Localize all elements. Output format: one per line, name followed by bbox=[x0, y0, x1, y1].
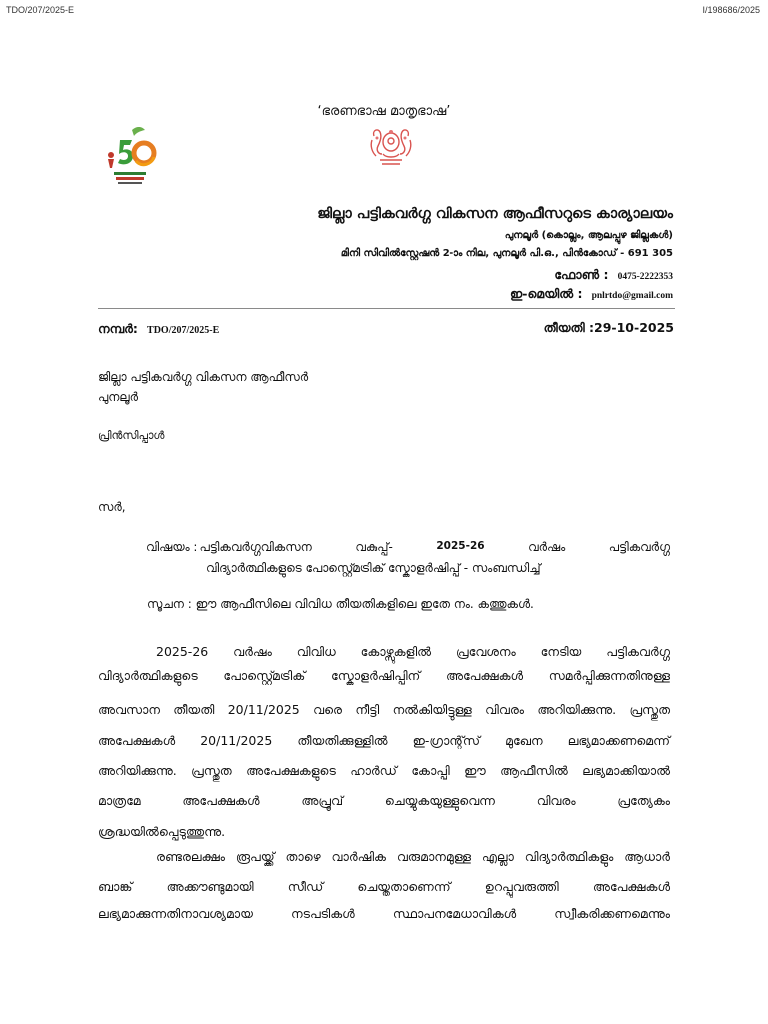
subject-word: വർഷം bbox=[528, 540, 566, 554]
paragraph-1-line: അപേക്ഷകൾ 20/11/2025 തീയതിക്കുള്ളിൽ ഇ-ഗ്രാന്റ്സ് മുഖേന ലഭ്യമാക്കണമെന്ന് bbox=[98, 733, 670, 748]
motto: ‘ഭരണഭാഷ മാതൃഭാഷ’ bbox=[317, 104, 451, 119]
letter-date bbox=[544, 317, 674, 336]
reference: സൂചന : ഈ ആഫീസിലെ വിവിധ തീയതികളിലെ ഇതേ നം. കത്തുകൾ. bbox=[147, 597, 534, 611]
number-value: TDO/207/2025-E bbox=[147, 325, 220, 336]
letter-number bbox=[98, 318, 219, 337]
phone-number: 0475-2222353 bbox=[617, 272, 673, 282]
subject-line-1 bbox=[146, 540, 670, 555]
paragraph-1-line: ശ്രദ്ധയിൽപ്പെടുത്തുന്നു. bbox=[98, 824, 226, 839]
subject-word: 2025-26 bbox=[436, 540, 485, 552]
recipient: പ്രിൻസിപ്പാൾ bbox=[98, 429, 165, 442]
office-location: പുനലൂർ (കൊല്ലം, ആലപ്പുഴ ജില്ലകൾ) bbox=[504, 230, 673, 241]
paragraph-1-line: 2025-26 വർഷം വിവിധ കോഴ്സുകളിൽ പ്രവേശനം നേടിയ പട്ടികവർഗ്ഗ bbox=[156, 644, 670, 659]
from-line-1: ജില്ലാ പട്ടികവർഗ്ഗ വികസന ആഫീസർ bbox=[98, 370, 309, 384]
paragraph-1-line: അറിയിക്കുന്നു. പ്രസ്തുത അപേക്ഷകളുടെ ഹാർഡ് കോപ്പി ഈ ആഫീസിൽ ലഭ്യമാക്കിയാൽ bbox=[98, 763, 670, 778]
paragraph-1-line: മാത്രമേ അപേക്ഷകൾ അപ്രൂവ് ചെയ്യുകയുള്ളുവെന്ന വിവരം പ്രത്യേകം bbox=[98, 793, 670, 808]
email-address: pnlrtdo@gmail.com bbox=[591, 291, 673, 301]
salutation: സർ, bbox=[98, 500, 126, 514]
from-line-2: പുനലൂർ bbox=[98, 390, 139, 404]
page-header-file-number: I/198686/2025 bbox=[702, 5, 760, 15]
office-email bbox=[510, 283, 673, 302]
subject-label: വിഷയം : bbox=[146, 540, 198, 554]
date-label: തീയതി : bbox=[543, 320, 595, 335]
office-name: ജില്ലാ പട്ടികവർഗ്ഗ വികസന ആഫീസറുടെ കാര്യാലയം bbox=[317, 206, 673, 222]
office-phone bbox=[554, 264, 673, 283]
anniversary-50-logo bbox=[102, 124, 158, 188]
subject-word: പട്ടികവർഗ്ഗ bbox=[608, 540, 670, 554]
date-value: 29-10-2025 bbox=[594, 320, 674, 335]
paragraph-2-line: രണ്ടരലക്ഷം രൂപയ്ക്ക് താഴെ വാർഷിക വരുമാനമുള്ള എല്ലാ വിദ്യാർത്ഥികളും ആധാർ bbox=[156, 849, 670, 864]
paragraph-2-line: ലഭ്യമാക്കുന്നതിനാവശ്യമായ നടപടികൾ സ്ഥാപനമേധാവികൾ സ്വീകരിക്കണമെന്നും bbox=[98, 906, 670, 921]
subject-word: പട്ടികവർഗ്ഗവികസന bbox=[199, 540, 312, 554]
header-divider bbox=[98, 308, 675, 309]
subject-line-2: വിദ്യാർത്ഥികളുടെ പോസ്റ്റ്മെട്രിക് സ്കോളർഷിപ്പ് - സംബന്ധിച്ച് bbox=[206, 561, 541, 575]
subject-words bbox=[197, 540, 670, 555]
kerala-state-emblem bbox=[368, 126, 414, 168]
paragraph-2-line: ബാങ്ക് അക്കൗണ്ടുമായി സീഡ് ചെയ്തതാണെന്ന് ഉറപ്പുവരുത്തി അപേക്ഷകൾ bbox=[98, 879, 670, 894]
page-header-ref: TDO/207/2025-E bbox=[6, 5, 75, 15]
number-label: നമ്പർ: bbox=[98, 321, 138, 336]
paragraph-1-line: വിദ്യാർത്ഥികളുടെ പോസ്റ്റ്മെട്രിക് സ്കോളർഷിപ്പിന് അപേക്ഷകൾ സമർപ്പിക്കുന്നതിനുള്ള bbox=[98, 668, 670, 683]
office-address: മിനി സിവിൽസ്റ്റേഷൻ 2-ാം നില, പുനലൂർ പി.ഒ., പിൻകോഡ് - 691 305 bbox=[340, 248, 673, 259]
email-label: ഇ-മെയിൽ : bbox=[510, 286, 583, 301]
paragraph-1-line: അവസാന തീയതി 20/11/2025 വരെ നീട്ടി നൽകിയിട്ടുള്ള വിവരം അറിയിക്കുന്നു. പ്രസ്തുത bbox=[98, 702, 670, 717]
phone-label: ഫോൺ : bbox=[554, 267, 609, 282]
subject-word: വകുപ്പ്- bbox=[355, 540, 393, 554]
